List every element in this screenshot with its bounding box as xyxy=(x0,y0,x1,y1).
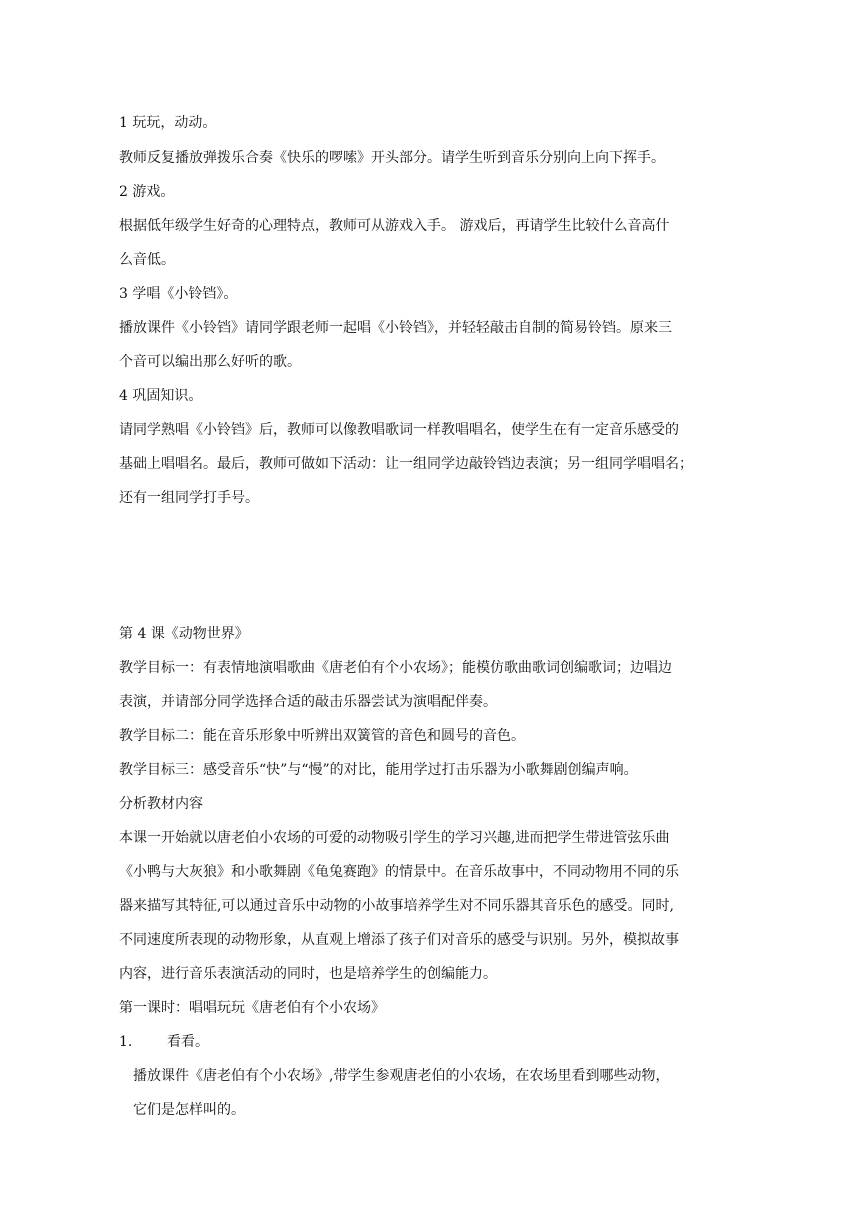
heading-consolidate: 4 巩固知识。 xyxy=(119,388,203,404)
objective-one: 教学目标一：有表情地演唱歌曲《唐老伯有个小农场》；能模仿歌曲歌词创编歌词；边唱边 xyxy=(119,660,672,676)
objective-two: 教学目标二：能在音乐形象中听辨出双簧管的音色和圆号的音色。 xyxy=(119,728,525,744)
paragraph-line: 《小鸭与大灰狼》和小歌舞剧《龟兔赛跑》的情景中。在音乐故事中，不同动物用不同的乐 xyxy=(119,864,679,880)
paragraph-line: 个音可以编出那么好听的歌。 xyxy=(119,354,301,370)
paragraph-line: 本课一开始就以唐老伯小农场的可爱的动物吸引学生的学习兴趣,进而把学生带进管弦乐曲 xyxy=(119,830,670,846)
paragraph-line: 内容，进行音乐表演活动的同时，也是培养学生的创编能力。 xyxy=(119,966,497,982)
list-number: 1. xyxy=(119,1034,133,1050)
heading-game: 2 游戏。 xyxy=(119,184,175,200)
heading-play-move: 1 玩玩，动动。 xyxy=(119,115,217,131)
heading-first-period: 第一课时：唱唱玩玩《唐老伯有个小农场》 xyxy=(119,1000,385,1016)
paragraph-line: 不同速度所表现的动物形象，从直观上增添了孩子们对音乐的感受与识别。另外，模拟故事 xyxy=(119,932,679,948)
lesson-title: 第 4 课《动物世界》 xyxy=(119,626,249,642)
paragraph-line: 播放课件《小铃铛》请同学跟老师一起唱《小铃铛》，并轻轻敲击自制的简易铃铛。原来三 xyxy=(119,320,672,336)
list-item-look xyxy=(119,1032,749,1052)
paragraph-line: 还有一组同学打手号。 xyxy=(119,490,259,506)
paragraph-line: 根据低年级学生好奇的心理特点，教师可从游戏入手。 游戏后，再请学生比较什么音高什 xyxy=(119,218,670,234)
paragraph-line: 请同学熟唱《小铃铛》后，教师可以像教唱歌词一样教唱唱名，使学生在有一定音乐感受的 xyxy=(119,422,679,438)
paragraph-line: 表演，并请部分同学选择合适的敲击乐器尝试为演唱配伴奏。 xyxy=(119,694,497,710)
list-item-text: 看看。 xyxy=(167,1034,209,1050)
paragraph-line: 它们是怎样叫的。 xyxy=(133,1102,245,1118)
heading-learn-song: 3 学唱《小铃铛》。 xyxy=(119,286,238,302)
paragraph-line: 播放课件《唐老伯有个小农场》,带学生参观唐老伯的小农场，在农场里看到哪些动物， xyxy=(133,1068,670,1084)
heading-analysis: 分析教材内容 xyxy=(119,796,203,812)
paragraph-line: 器来描写其特征,可以通过音乐中动物的小故事培养学生对不同乐器其音乐色的感受。同时, xyxy=(119,898,674,914)
objective-three: 教学目标三：感受音乐“快”与“慢”的对比，能用学过打击乐器为小歌舞剧创编声响。 xyxy=(119,762,638,778)
paragraph-line: 基础上唱唱名。最后，教师可做如下活动：让一组同学边敲铃铛边表演；另一组同学唱唱名； xyxy=(119,456,693,472)
paragraph-line: 教师反复播放弹拨乐合奏《快乐的啰嗦》开头部分。请学生听到音乐分别向上向下挥手。 xyxy=(119,150,665,166)
paragraph-line: 么音低。 xyxy=(119,252,175,268)
